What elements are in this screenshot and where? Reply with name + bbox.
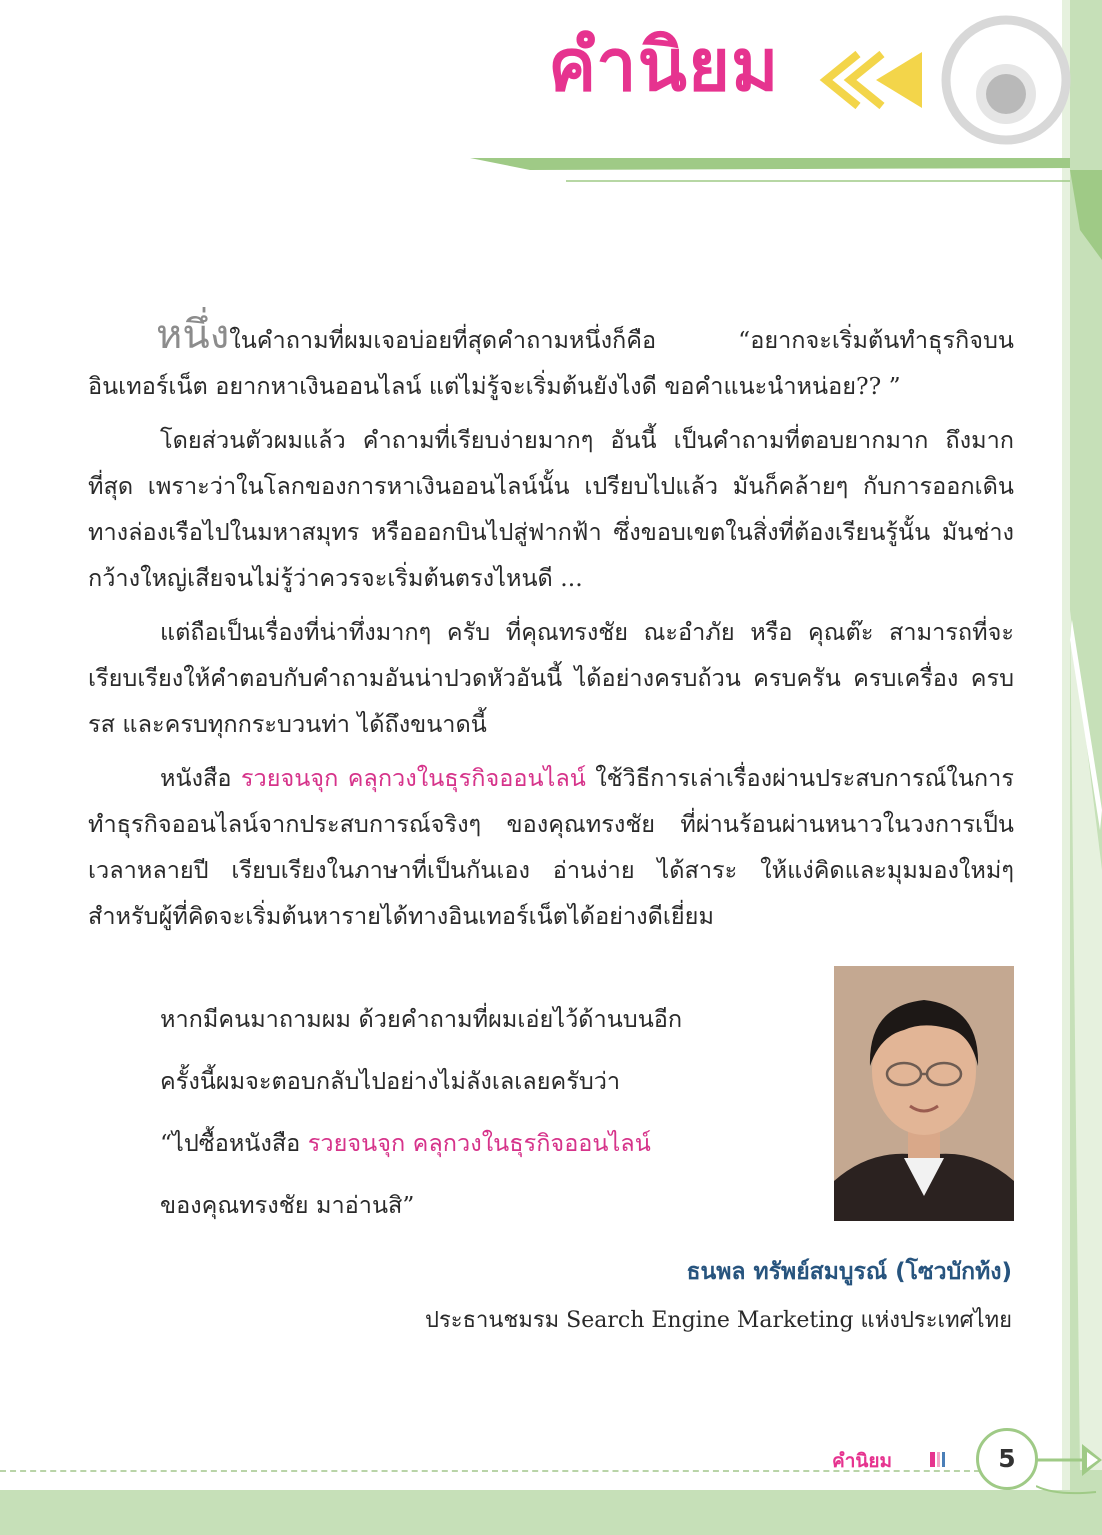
answer-block <box>160 988 800 1236</box>
paragraph-4-pre: หนังสือ <box>160 764 241 792</box>
target-icon <box>940 14 1072 146</box>
portrait-illustration <box>834 966 1014 1221</box>
footer-green-bar <box>0 1490 1102 1535</box>
paragraph-4 <box>88 755 1014 939</box>
book-title: รวยจนจุก คลุกวงในธุรกิจออนไลน์ <box>240 764 586 792</box>
right-decoration <box>1000 170 1102 1470</box>
answer-line-3 <box>160 1112 800 1174</box>
arrow-right-icon <box>1036 1436 1102 1506</box>
paragraph-4-post: ใช้วิธีการเล่าเรื่องผ่านประสบการณ์ในการทำธุรกิจออนไลน์จากประสบการณ์จริงๆ ของคุณทรงชัย ที่ผ่านร้อนผ่านหนาวในวงการเป็นเวลาหลายปี เรียบเรียงในภาษาที่เป็นกันเอง อ่านง่าย ได้สาระ ให้แง่คิดและมุมมองใหม่ๆ สำหรับผู้ที่คิดจะเริ่มต้นหารายได้ทางอินเทอร์เน็ตได้อย่างดีเยี่ยม <box>88 764 1014 930</box>
drop-cap: หนึ่ง <box>156 312 230 358</box>
header-ribbon <box>470 150 1070 190</box>
answer-line-4: ของคุณทรงชัย มาอ่านสิ” <box>160 1191 415 1219</box>
author-photo <box>834 966 1014 1221</box>
answer-line-2: ครั้งนี้ผมจะตอบกลับไปอย่างไม่ลังเลเลยครับว่า <box>160 1067 621 1095</box>
footer-section-label: คำนิยม <box>832 1450 893 1472</box>
body-text <box>88 312 1014 947</box>
color-bars-icon <box>930 1450 950 1470</box>
paragraph-2: โดยส่วนตัวผมแล้ว คำถามที่เรียบง่ายมากๆ อันนี้ เป็นคำถามที่ตอบยากมาก ถึงมากที่สุด เพราะว่าในโลกของการหาเงินออนไลน์นั้น เปรียบไปแล้ว มันก็คล้ายๆ กับการออกเดินทางล่องเรือไปในมหาสมุทร หรือออกบินไปสู่ฟากฟ้า ซึ่งขอบเขตในสิ่งที่ต้องเรียนรู้นั้น มันช่างกว้างใหญ่เสียจนไม่รู้ว่าควรจะเริ่มต้นตรงไหนดี ... <box>88 426 1014 592</box>
signature-name: ธนพล ทรัพย์สมบูรณ์ (โซวบักท้ง) <box>686 1259 1012 1285</box>
page-number: 5 <box>998 1444 1016 1473</box>
chevron-left-icon <box>816 48 926 112</box>
page-title: คำนิยม <box>548 23 780 107</box>
answer-line-3-pre: “ไปซื้อหนังสือ <box>160 1129 308 1157</box>
signature-title: ประธานชมรม Search Engine Marketing แห่งประเทศไทย <box>425 1308 1012 1333</box>
paragraph-3: แต่ถือเป็นเรื่องที่น่าทึ่งมากๆ ครับ ที่คุณทรงชัย ณะอำภัย หรือ คุณต๊ะ สามารถที่จะเรียบเรียงให้คำตอบกับคำถามอันน่าปวดหัวอันนี้ ได้อย่างครบถ้วน ครบครัน ครบเครื่อง ครบรส และครบทุกกระบวนท่า ได้ถึงขนาดนี้ <box>88 618 1014 738</box>
intro-paragraph <box>88 312 1014 409</box>
answer-line-1: หากมีคนมาถามผม ด้วยคำถามที่ผมเอ่ยไว้ด้านบนอีก <box>160 1005 683 1033</box>
intro-text: ในคำถามที่ผมเจอบ่อยที่สุดคำถามหนึ่งก็คือ “อยากจะเริ่มต้นทำธุรกิจบนอินเทอร์เน็ต อยากหาเงินออนไลน์ แต่ไม่รู้จะเริ่มต้นยังไงดี ขอคำแนะนำหน่อย?? ” <box>88 326 1014 400</box>
answer-book-title: รวยจนจุก คลุกวงในธุรกิจออนไลน์ <box>307 1129 651 1157</box>
